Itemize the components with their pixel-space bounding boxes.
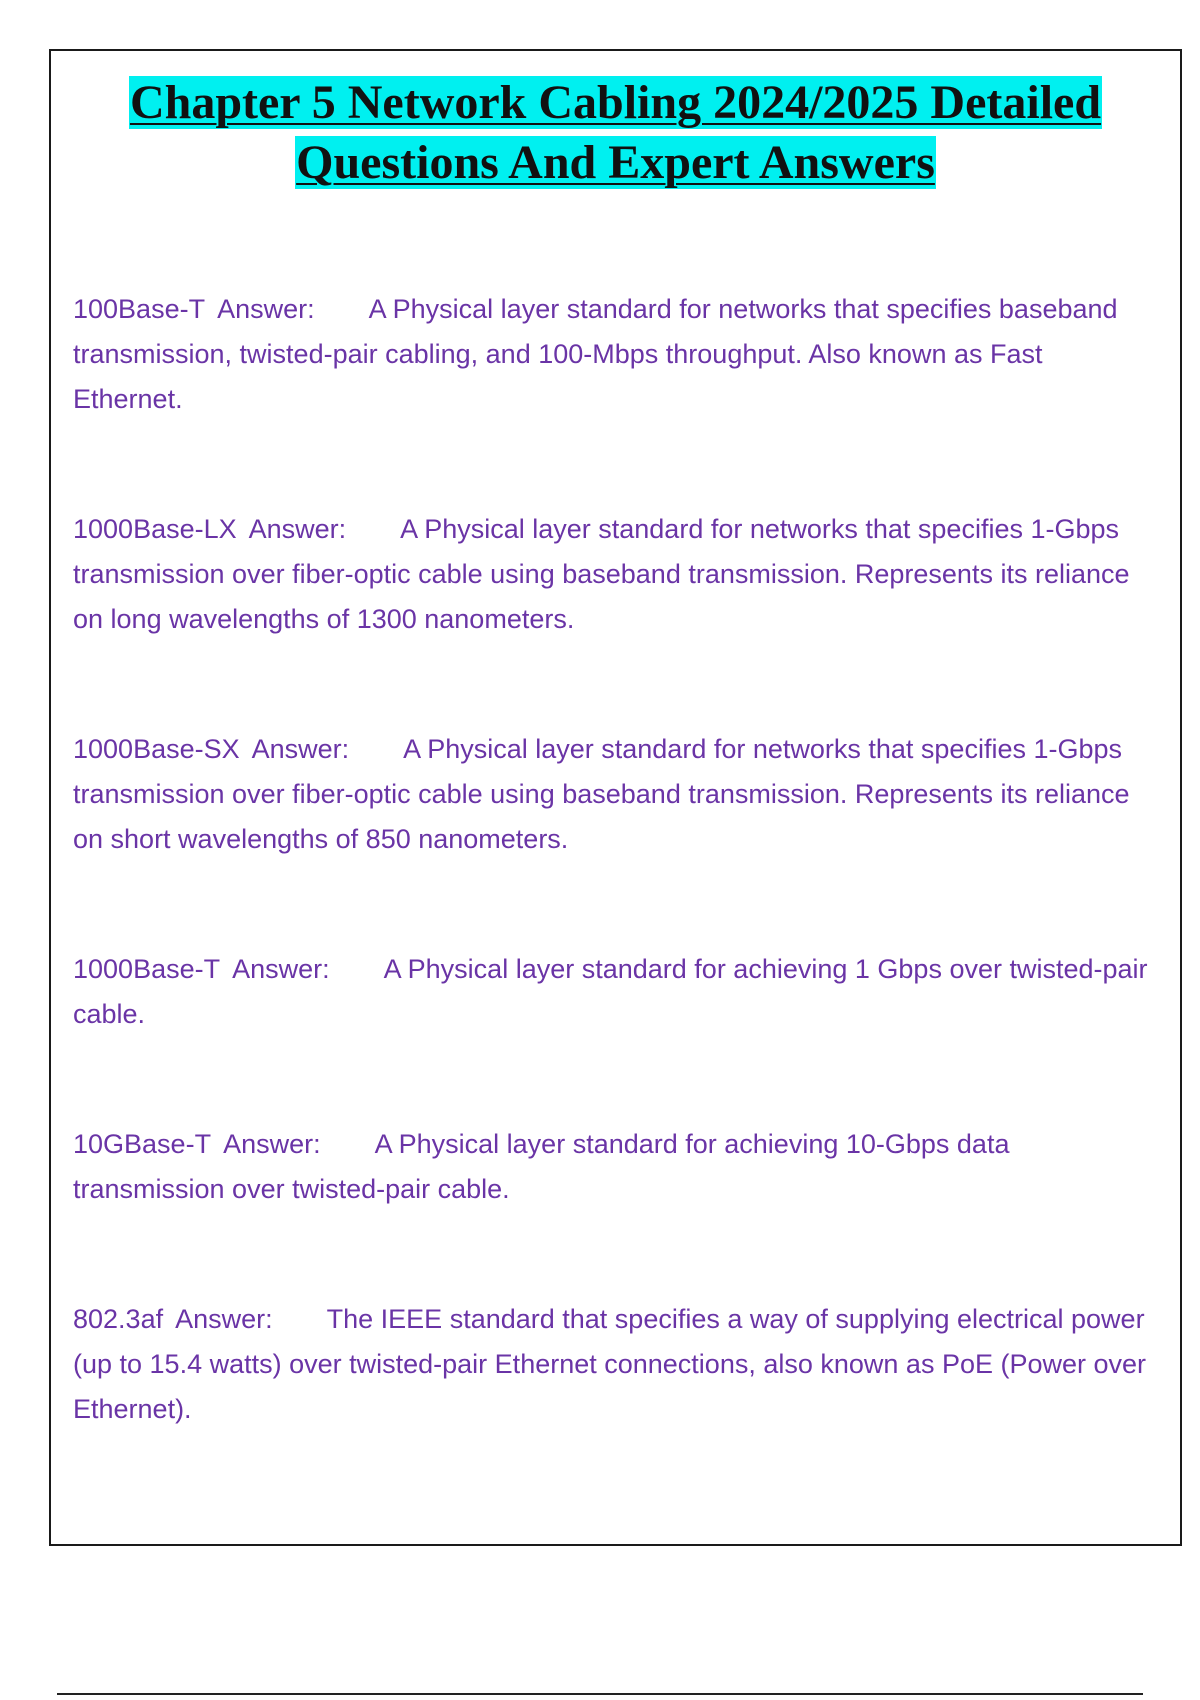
page-title (91, 73, 1140, 193)
entry-100base-t (73, 287, 1158, 422)
entry-1000base-t (73, 947, 1158, 1037)
entry-answer: A Physical layer standard for networks that specifies 1-Gbps transmission over fiber-optic cable using baseband transmission. Represents its reliance on long wavelengths of 1300 nanometers. (73, 514, 1130, 634)
page-frame (49, 49, 1182, 1546)
answer-label: Answer: (232, 954, 330, 984)
entry-answer: A Physical layer standard for achieving 10-Gbps data transmission over twisted-pair cable. (73, 1129, 1010, 1204)
entry-term: 1000Base-SX (73, 734, 240, 764)
entry-answer: The IEEE standard that specifies a way of supplying electrical power (up to 15.4 watts) over twisted-pair Ethernet connections, also known as PoE (Power over Ethernet). (73, 1304, 1147, 1424)
entry-term: 1000Base-T (73, 954, 221, 984)
answer-label: Answer: (217, 294, 315, 324)
entry-term: 802.3af (73, 1304, 164, 1334)
entry-term: 100Base-T (73, 294, 206, 324)
page-title-text: Chapter 5 Network Cabling 2024/2025 Detailed Questions And Expert Answers (129, 76, 1102, 189)
entry-term: 1000Base-LX (73, 514, 237, 544)
entry-list (73, 287, 1158, 1517)
footer-rule (57, 1693, 1143, 1695)
entry-802-3af (73, 1297, 1158, 1432)
entry-1000base-lx (73, 507, 1158, 642)
entry-term: 10GBase-T (73, 1129, 212, 1159)
entry-answer: A Physical layer standard for achieving 1 Gbps over twisted-pair cable. (73, 954, 1148, 1029)
answer-label: Answer: (175, 1304, 273, 1334)
answer-label: Answer: (248, 514, 347, 544)
answer-label: Answer: (223, 1129, 321, 1159)
entry-10gbase-t (73, 1122, 1158, 1212)
answer-label: Answer: (251, 734, 350, 764)
entry-answer: A Physical layer standard for networks that specifies baseband transmission, twisted-pair cabling, and 100-Mbps throughput. Also known as Fast Ethernet. (73, 294, 1118, 414)
entry-answer: A Physical layer standard for networks that specifies 1-Gbps transmission over fiber-optic cable using baseband transmission. Represents its reliance on short wavelengths of 850 nanometers. (73, 734, 1130, 854)
entry-1000base-sx (73, 727, 1158, 862)
